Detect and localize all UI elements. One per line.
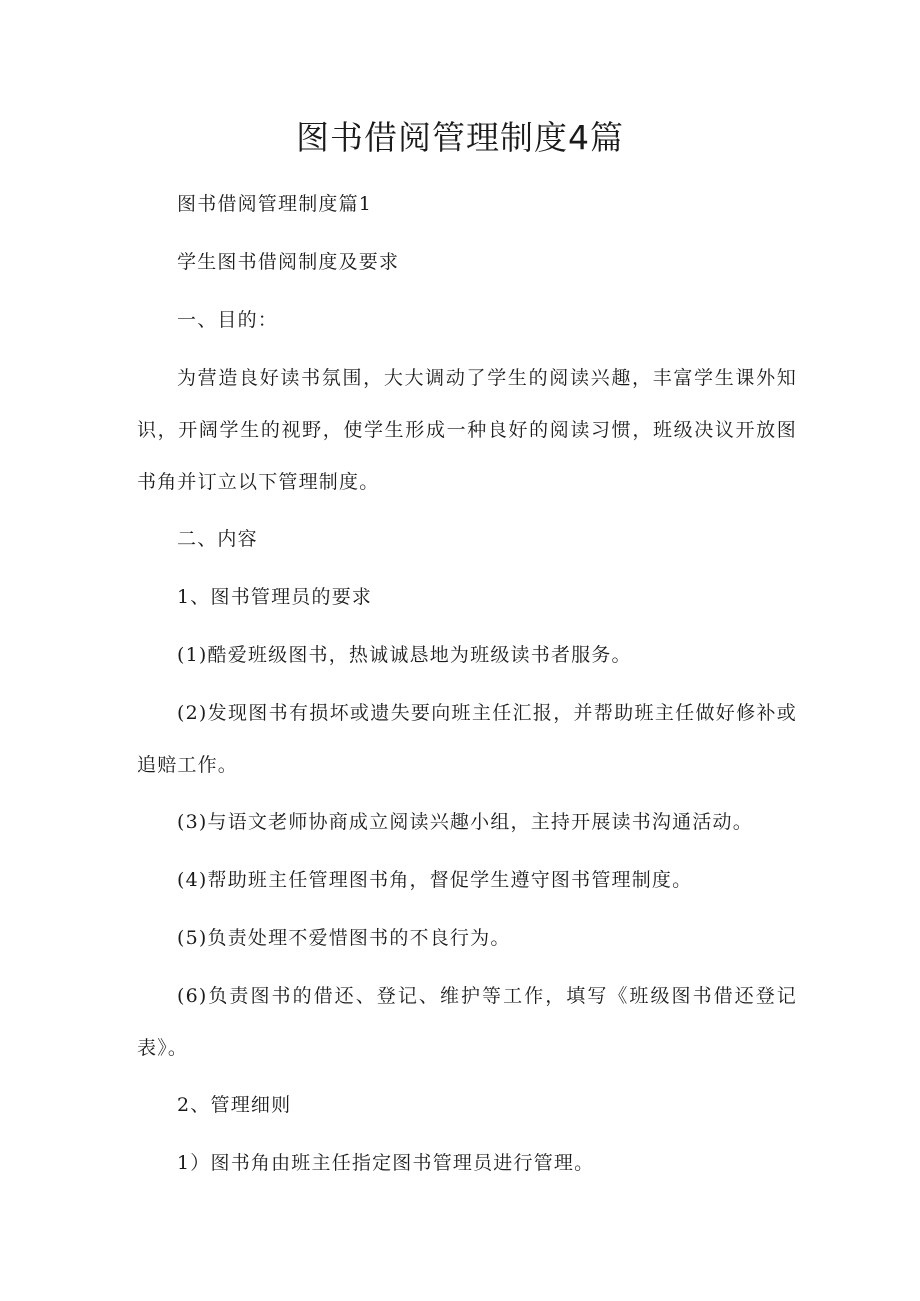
heading-purpose: 一、目的：	[177, 309, 279, 331]
heading-management-rules: 2、管理细则	[177, 1094, 292, 1116]
list-item: (1)酷爱班级图书，热诚诚恳地为班级读书者服务。	[177, 644, 632, 666]
section-heading: 图书借阅管理制度篇1	[177, 193, 373, 215]
paragraph-purpose: 为营造良好读书氛围，大大调动了学生的阅读兴趣，丰富学生课外知识，开阔学生的视野，使学生形成一种良好的阅读习惯，班级决议开放图书角并订立以下管理制度。	[137, 367, 797, 493]
heading-librarian-requirements: 1、图书管理员的要求	[177, 586, 373, 608]
document-body	[137, 185, 797, 1202]
document-title: 图书借阅管理制度4篇	[296, 118, 624, 157]
list-item: (5)负责处理不爱惜图书的不良行为。	[177, 927, 511, 949]
list-item: (4)帮助班主任管理图书角，督促学生遵守图书管理制度。	[177, 869, 693, 891]
subsection-heading: 学生图书借阅制度及要求	[177, 251, 400, 273]
list-item: 1）图书角由班主任指定图书管理员进行管理。	[177, 1152, 595, 1174]
heading-content: 二、内容	[177, 528, 258, 550]
list-item: (6)负责图书的借还、登记、维护等工作，填写《班级图书借还登记表》。	[137, 985, 797, 1059]
list-item: (3)与语文老师协商成立阅读兴趣小组，主持开展读书沟通活动。	[177, 811, 753, 833]
list-item: (2)发现图书有损坏或遗失要向班主任汇报，并帮助班主任做好修补或追赔工作。	[137, 702, 797, 776]
